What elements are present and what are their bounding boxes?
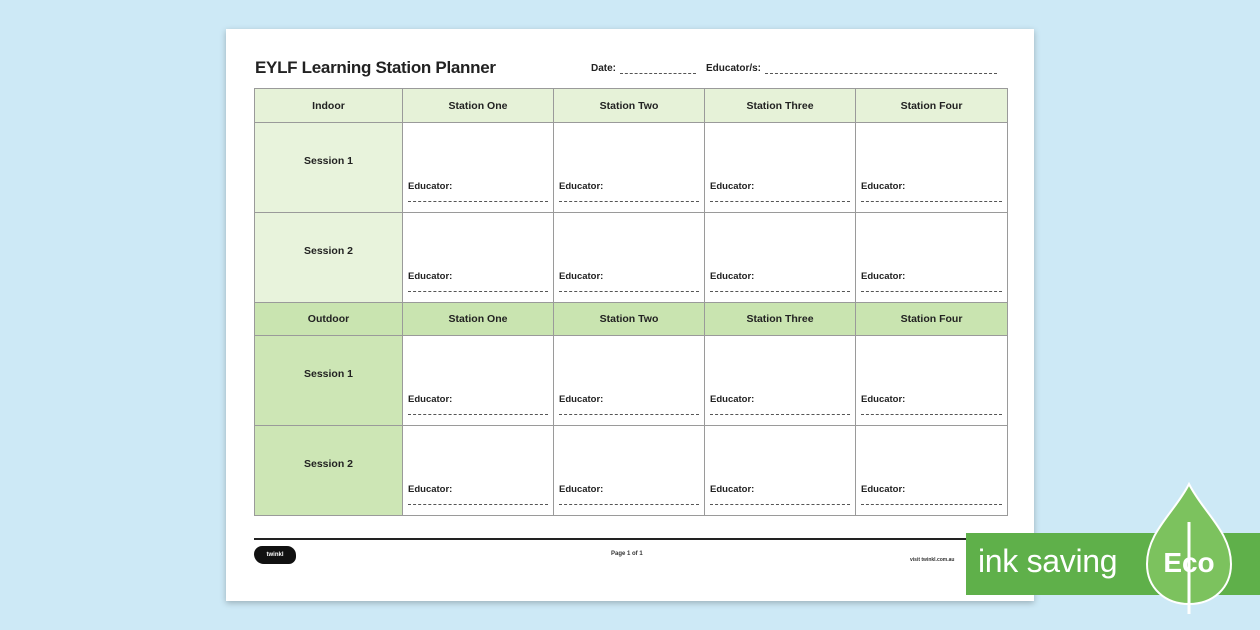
footer-rule — [254, 538, 1007, 540]
session-label: Session 1 — [255, 123, 403, 213]
station-session-cell[interactable] — [856, 123, 1008, 213]
educator-entry — [408, 484, 548, 505]
section-name: Indoor — [255, 89, 403, 123]
station-session-cell[interactable] — [705, 123, 856, 213]
educator-label: Educator: — [408, 271, 453, 282]
educator-line — [559, 201, 699, 202]
educator-label: Educator: — [861, 484, 906, 495]
educator-label: Educator: — [861, 394, 906, 405]
educator-label: Educator: — [861, 271, 906, 282]
educator-entry — [710, 484, 850, 505]
educator-entry — [861, 484, 1002, 505]
date-label: Date: — [591, 63, 617, 74]
educator-line — [861, 504, 1002, 505]
educator-entry — [559, 484, 699, 505]
educator-label: Educator: — [710, 181, 755, 192]
educator-line — [559, 291, 699, 292]
educator-entry — [559, 271, 699, 292]
educator-entry — [408, 181, 548, 202]
educator-entry — [408, 394, 548, 415]
station-header: Station One — [403, 303, 554, 336]
educator-line — [408, 504, 548, 505]
station-session-cell[interactable] — [554, 426, 705, 516]
educators-label: Educator/s: — [706, 63, 762, 74]
date-line — [620, 65, 696, 74]
station-header: Station Two — [554, 303, 705, 336]
educator-line — [861, 414, 1002, 415]
session-label: Session 2 — [255, 213, 403, 303]
educator-line — [408, 201, 548, 202]
station-session-cell[interactable] — [403, 213, 554, 303]
educators-field[interactable] — [706, 63, 997, 74]
station-session-cell[interactable] — [705, 336, 856, 426]
educator-entry — [710, 394, 850, 415]
station-session-cell[interactable] — [403, 426, 554, 516]
educator-line — [559, 504, 699, 505]
educator-line — [408, 414, 548, 415]
session-label: Session 2 — [255, 426, 403, 516]
station-session-cell[interactable] — [403, 123, 554, 213]
worksheet-page — [226, 29, 1034, 601]
section-name: Outdoor — [255, 303, 403, 336]
educator-label: Educator: — [710, 484, 755, 495]
station-header: Station Four — [856, 303, 1008, 336]
educator-line — [861, 201, 1002, 202]
educator-entry — [861, 271, 1002, 292]
station-header: Station Three — [705, 303, 856, 336]
educator-line — [710, 291, 850, 292]
educator-label: Educator: — [710, 394, 755, 405]
educator-label: Educator: — [408, 181, 453, 192]
station-session-cell[interactable] — [705, 213, 856, 303]
session-row — [255, 336, 1008, 426]
educator-entry — [408, 271, 548, 292]
station-header: Station Three — [705, 89, 856, 123]
eco-leaf-icon — [1143, 482, 1235, 616]
educators-line — [765, 65, 997, 74]
educator-entry — [710, 181, 850, 202]
eco-label: Eco — [1163, 547, 1215, 578]
site-url: visit twinkl.com.au — [910, 557, 955, 563]
educator-entry — [861, 181, 1002, 202]
educator-line — [559, 414, 699, 415]
session-row — [255, 426, 1008, 516]
station-header: Station One — [403, 89, 554, 123]
educator-line — [710, 504, 850, 505]
educator-label: Educator: — [861, 181, 906, 192]
station-header: Station Four — [856, 89, 1008, 123]
educator-line — [408, 291, 548, 292]
educator-label: Educator: — [559, 271, 604, 282]
session-label: Session 1 — [255, 336, 403, 426]
educator-label: Educator: — [559, 484, 604, 495]
station-header: Station Two — [554, 89, 705, 123]
station-session-cell[interactable] — [554, 213, 705, 303]
session-row — [255, 213, 1008, 303]
ink-saving-text: ink saving — [978, 543, 1118, 579]
section-header-row — [255, 89, 1008, 123]
twinkl-logo: twinkl — [254, 546, 296, 564]
educator-label: Educator: — [408, 484, 453, 495]
educator-entry — [710, 271, 850, 292]
educator-entry — [559, 394, 699, 415]
section-header-row — [255, 303, 1008, 336]
educator-label: Educator: — [408, 394, 453, 405]
date-field[interactable] — [591, 63, 696, 74]
station-session-cell[interactable] — [554, 123, 705, 213]
page-number: Page 1 of 1 — [611, 551, 643, 557]
station-session-cell[interactable] — [403, 336, 554, 426]
educator-label: Educator: — [559, 181, 604, 192]
educator-line — [710, 201, 850, 202]
station-session-cell[interactable] — [856, 213, 1008, 303]
educator-label: Educator: — [559, 394, 604, 405]
planner-table — [254, 88, 1008, 516]
station-session-cell[interactable] — [554, 336, 705, 426]
educator-line — [710, 414, 850, 415]
educator-entry — [559, 181, 699, 202]
session-row — [255, 123, 1008, 213]
educator-label: Educator: — [710, 271, 755, 282]
station-session-cell[interactable] — [705, 426, 856, 516]
station-session-cell[interactable] — [856, 336, 1008, 426]
station-session-cell[interactable] — [856, 426, 1008, 516]
page-title: EYLF Learning Station Planner — [255, 58, 496, 77]
educator-entry — [861, 394, 1002, 415]
educator-line — [861, 291, 1002, 292]
